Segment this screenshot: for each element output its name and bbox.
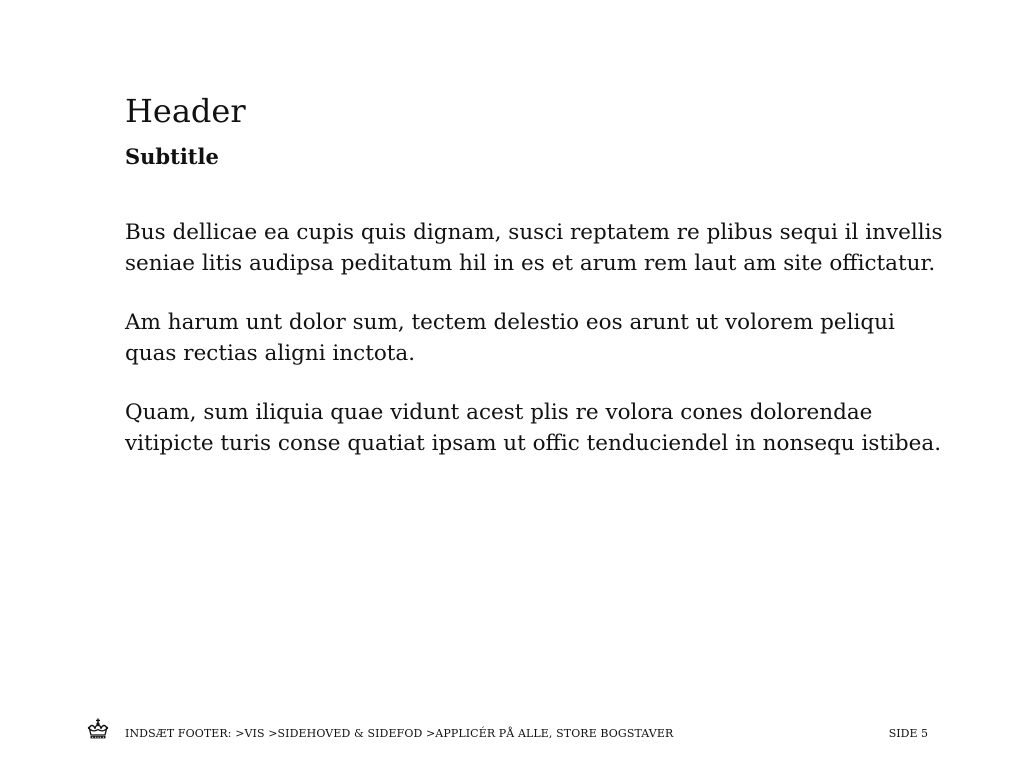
footer-text: INDSÆT FOOTER: >VIS >SIDEHOVED & SIDEFOD >APPLICÉR PÅ ALLE, STORE BOGSTAVER <box>125 727 674 740</box>
crown-icon <box>86 718 110 742</box>
body-paragraph: Bus dellicae ea cupis quis dignam, susci reptatem re plibus sequi il invellis seniae litis audipsa peditatum hil in es et arum rem laut am site offictatur. <box>125 220 943 276</box>
page-number: SIDE 5 <box>888 727 928 740</box>
body-paragraph: Quam, sum iliquia quae vidunt acest plis re volora cones dolorendae vitipicte turis conse quatiat ipsam ut offic tenduciendel in nonsequ istibea. <box>125 400 942 456</box>
slide-subtitle: Subtitle <box>125 144 219 169</box>
body-paragraph: Am harum unt dolor sum, tectem delestio eos arunt ut volorem peliqui quas rectias aligni inctota. <box>125 310 895 366</box>
slide-title: Header <box>125 92 246 130</box>
slide-body <box>125 217 945 459</box>
